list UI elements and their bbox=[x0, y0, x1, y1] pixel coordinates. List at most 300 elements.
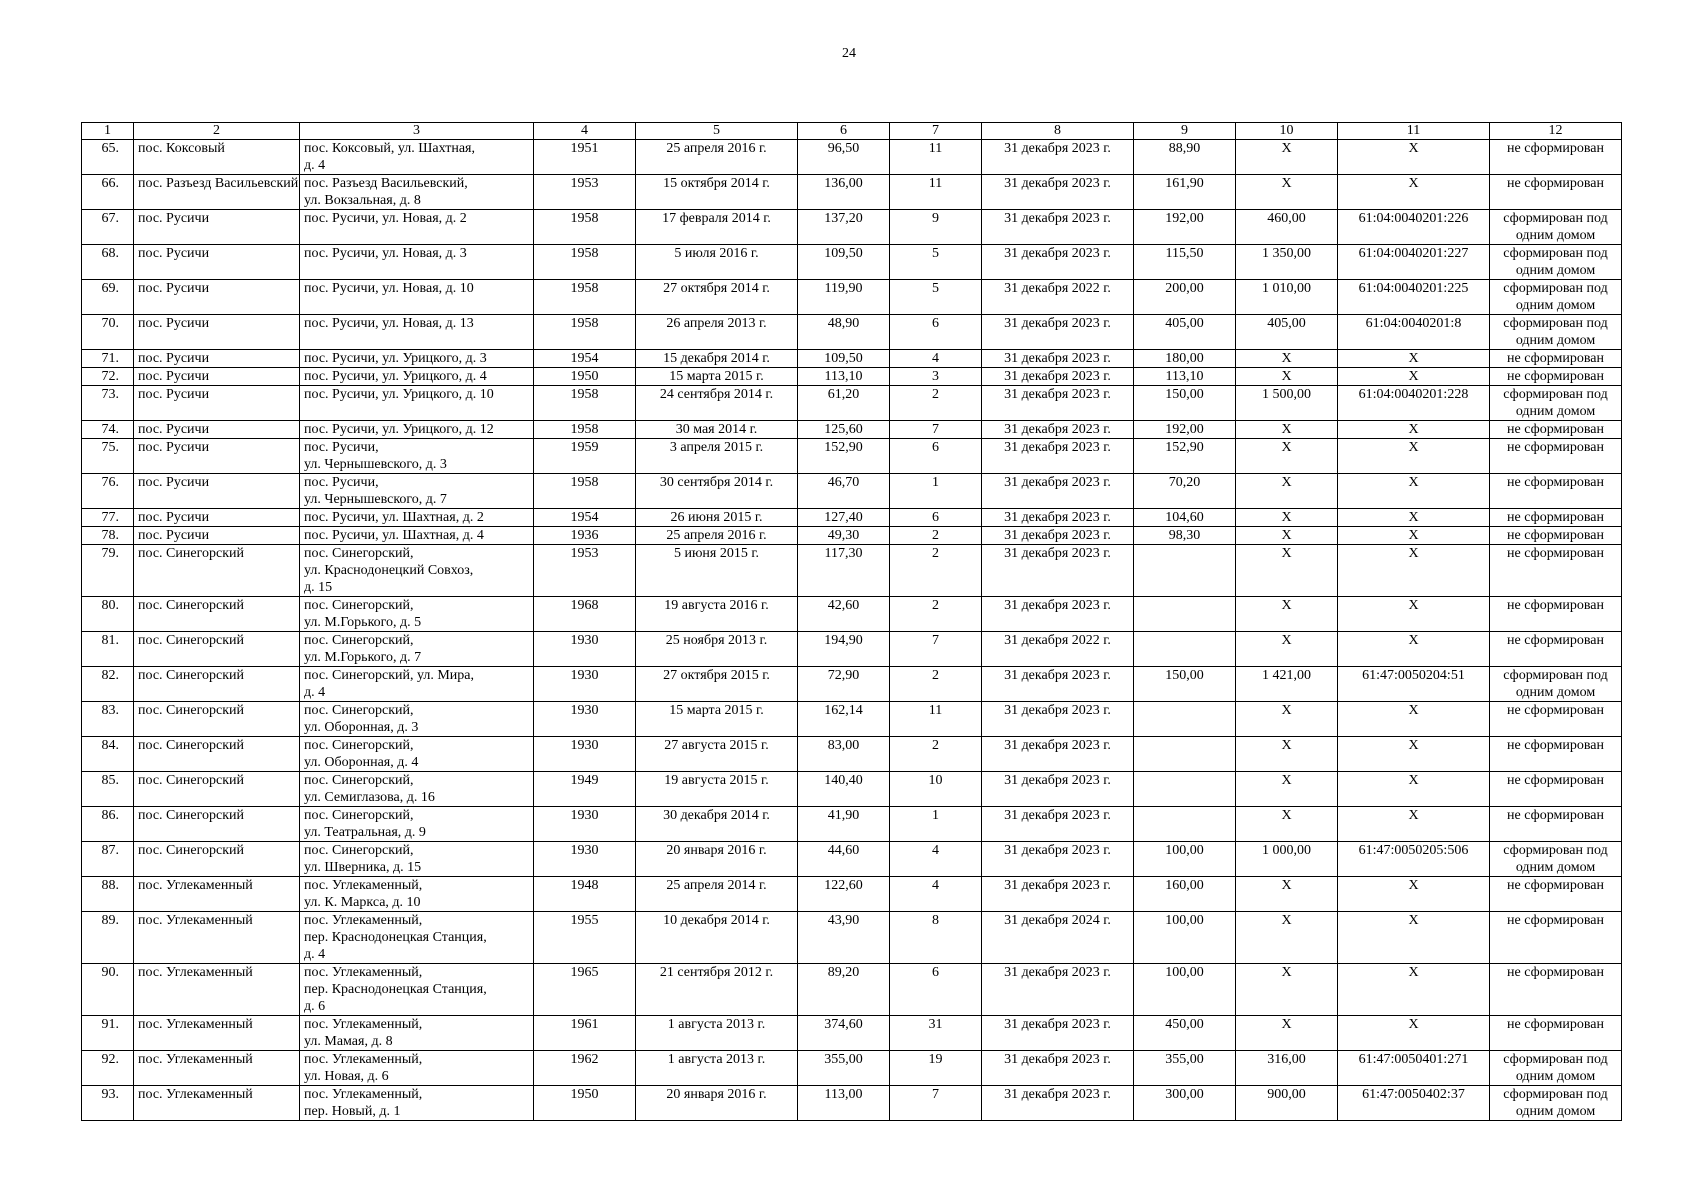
resettlement-deadline: 31 декабря 2023 г. bbox=[982, 527, 1134, 545]
resettlement-deadline: 31 декабря 2023 г. bbox=[982, 877, 1134, 912]
living-area: 194,90 bbox=[798, 632, 890, 667]
residents-count: 1 bbox=[890, 474, 982, 509]
house-address bbox=[300, 439, 534, 474]
resettlement-deadline: 31 декабря 2023 г. bbox=[982, 1086, 1134, 1121]
land-plot-status-line: сформирован под bbox=[1503, 843, 1608, 858]
table-row bbox=[82, 702, 1622, 737]
house-address-line: ул. Чернышевского, д. 7 bbox=[304, 492, 447, 507]
residents-count: 19 bbox=[890, 1051, 982, 1086]
residents-count: 31 bbox=[890, 1016, 982, 1051]
residents-count: 11 bbox=[890, 140, 982, 175]
cadastral-number: X bbox=[1338, 877, 1490, 912]
value-col-9: 100,00 bbox=[1134, 964, 1236, 1016]
land-area: X bbox=[1236, 737, 1338, 772]
year-built: 1930 bbox=[534, 737, 636, 772]
year-built: 1958 bbox=[534, 280, 636, 315]
recognition-date: 25 апреля 2016 г. bbox=[636, 527, 798, 545]
year-built: 1959 bbox=[534, 439, 636, 474]
row-number: 71. bbox=[82, 350, 134, 368]
column-number: 3 bbox=[300, 123, 534, 140]
house-address bbox=[300, 175, 534, 210]
land-area: X bbox=[1236, 140, 1338, 175]
living-area: 162,14 bbox=[798, 702, 890, 737]
recognition-date: 3 апреля 2015 г. bbox=[636, 439, 798, 474]
house-address-line: пос. Русичи, ул. Новая, д. 13 bbox=[304, 316, 474, 331]
land-plot-status-line: не сформирован bbox=[1507, 510, 1604, 525]
cadastral-number: X bbox=[1338, 632, 1490, 667]
column-number: 8 bbox=[982, 123, 1134, 140]
house-address-line: пос. Синегорский, bbox=[304, 598, 414, 613]
living-area: 152,90 bbox=[798, 439, 890, 474]
house-address-line: пос. Русичи, ул. Урицкого, д. 10 bbox=[304, 387, 494, 402]
value-col-9: 160,00 bbox=[1134, 877, 1236, 912]
land-plot-status-line: сформирован под bbox=[1503, 1052, 1608, 1067]
table-row bbox=[82, 439, 1622, 474]
land-plot-status-line: одним домом bbox=[1515, 228, 1596, 243]
house-address-line: ул. К. Маркса, д. 10 bbox=[304, 895, 421, 910]
land-plot-status bbox=[1490, 421, 1622, 439]
residents-count: 2 bbox=[890, 737, 982, 772]
recognition-date: 15 марта 2015 г. bbox=[636, 702, 798, 737]
table-row bbox=[82, 527, 1622, 545]
cadastral-number: 61:04:0040201:226 bbox=[1338, 210, 1490, 245]
settlement-name: пос. Синегорский bbox=[134, 632, 300, 667]
resettlement-deadline: 31 декабря 2023 г. bbox=[982, 545, 1134, 597]
settlement-name: пос. Русичи bbox=[134, 474, 300, 509]
value-col-9: 450,00 bbox=[1134, 1016, 1236, 1051]
resettlement-deadline: 31 декабря 2023 г. bbox=[982, 702, 1134, 737]
house-address-line: ул. Вокзальная, д. 8 bbox=[304, 193, 421, 208]
table-row bbox=[82, 737, 1622, 772]
residents-count: 2 bbox=[890, 545, 982, 597]
land-area: 1 010,00 bbox=[1236, 280, 1338, 315]
house-address-line: пос. Русичи, ул. Новая, д. 2 bbox=[304, 211, 467, 226]
residents-count: 4 bbox=[890, 877, 982, 912]
settlement-name: пос. Русичи bbox=[134, 386, 300, 421]
row-number: 77. bbox=[82, 509, 134, 527]
cadastral-number: X bbox=[1338, 912, 1490, 964]
table-row bbox=[82, 1016, 1622, 1051]
residents-count: 7 bbox=[890, 632, 982, 667]
recognition-date: 25 апреля 2016 г. bbox=[636, 140, 798, 175]
living-area: 137,20 bbox=[798, 210, 890, 245]
row-number: 87. bbox=[82, 842, 134, 877]
recognition-date: 26 апреля 2013 г. bbox=[636, 315, 798, 350]
land-area: X bbox=[1236, 368, 1338, 386]
land-plot-status-line: сформирован под bbox=[1503, 668, 1608, 683]
house-address bbox=[300, 421, 534, 439]
land-plot-status bbox=[1490, 527, 1622, 545]
land-area: X bbox=[1236, 175, 1338, 210]
house-address-line: пос. Углекаменный, bbox=[304, 913, 423, 928]
house-address-line: пос. Синегорский, bbox=[304, 738, 414, 753]
year-built: 1930 bbox=[534, 702, 636, 737]
column-number: 10 bbox=[1236, 123, 1338, 140]
year-built: 1958 bbox=[534, 386, 636, 421]
living-area: 83,00 bbox=[798, 737, 890, 772]
settlement-name: пос. Коксовый bbox=[134, 140, 300, 175]
row-number: 84. bbox=[82, 737, 134, 772]
land-plot-status-line: одним домом bbox=[1515, 1104, 1596, 1119]
house-address-line: пос. Синегорский, bbox=[304, 843, 414, 858]
house-address-line: пос. Углекаменный, bbox=[304, 1087, 423, 1102]
residents-count: 11 bbox=[890, 175, 982, 210]
table-row bbox=[82, 280, 1622, 315]
land-plot-status bbox=[1490, 1016, 1622, 1051]
row-number: 70. bbox=[82, 315, 134, 350]
resettlement-deadline: 31 декабря 2023 г. bbox=[982, 439, 1134, 474]
year-built: 1953 bbox=[534, 175, 636, 210]
year-built: 1936 bbox=[534, 527, 636, 545]
value-col-9: 192,00 bbox=[1134, 210, 1236, 245]
land-area: 1 000,00 bbox=[1236, 842, 1338, 877]
cadastral-number: X bbox=[1338, 964, 1490, 1016]
house-address bbox=[300, 280, 534, 315]
living-area: 46,70 bbox=[798, 474, 890, 509]
house-address-line: д. 6 bbox=[304, 999, 326, 1014]
house-address-line: пос. Разъезд Васильевский, bbox=[304, 176, 468, 191]
cadastral-number: X bbox=[1338, 527, 1490, 545]
row-number: 90. bbox=[82, 964, 134, 1016]
house-address bbox=[300, 474, 534, 509]
living-area: 49,30 bbox=[798, 527, 890, 545]
table-row bbox=[82, 1051, 1622, 1086]
house-address-line: д. 4 bbox=[304, 947, 326, 962]
house-address-line: д. 15 bbox=[304, 580, 333, 595]
house-address-line: ул. Оборонная, д. 3 bbox=[304, 720, 419, 735]
recognition-date: 1 августа 2013 г. bbox=[636, 1016, 798, 1051]
residents-count: 5 bbox=[890, 280, 982, 315]
house-address bbox=[300, 1051, 534, 1086]
table-row bbox=[82, 667, 1622, 702]
cadastral-number: X bbox=[1338, 1016, 1490, 1051]
cadastral-number: 61:47:0050205:506 bbox=[1338, 842, 1490, 877]
page-number: 24 bbox=[842, 46, 856, 61]
land-plot-status bbox=[1490, 350, 1622, 368]
cadastral-number: X bbox=[1338, 140, 1490, 175]
living-area: 136,00 bbox=[798, 175, 890, 210]
house-address bbox=[300, 597, 534, 632]
land-area: X bbox=[1236, 807, 1338, 842]
value-col-9: 115,50 bbox=[1134, 245, 1236, 280]
land-area: X bbox=[1236, 772, 1338, 807]
row-number: 80. bbox=[82, 597, 134, 632]
resettlement-deadline: 31 декабря 2022 г. bbox=[982, 280, 1134, 315]
house-address bbox=[300, 772, 534, 807]
recognition-date: 27 августа 2015 г. bbox=[636, 737, 798, 772]
settlement-name: пос. Русичи bbox=[134, 210, 300, 245]
recognition-date: 15 декабря 2014 г. bbox=[636, 350, 798, 368]
value-col-9: 200,00 bbox=[1134, 280, 1236, 315]
year-built: 1930 bbox=[534, 842, 636, 877]
house-address-line: пос. Углекаменный, bbox=[304, 1052, 423, 1067]
house-address-line: пос. Углекаменный, bbox=[304, 965, 423, 980]
residents-count: 3 bbox=[890, 368, 982, 386]
cadastral-number: 61:47:0050204:51 bbox=[1338, 667, 1490, 702]
land-plot-status bbox=[1490, 1051, 1622, 1086]
land-plot-status bbox=[1490, 368, 1622, 386]
house-address bbox=[300, 737, 534, 772]
resettlement-deadline: 31 декабря 2023 г. bbox=[982, 807, 1134, 842]
land-plot-status bbox=[1490, 1086, 1622, 1121]
row-number: 68. bbox=[82, 245, 134, 280]
settlement-name: пос. Синегорский bbox=[134, 737, 300, 772]
cadastral-number: X bbox=[1338, 702, 1490, 737]
house-address-line: ул. Новая, д. 6 bbox=[304, 1069, 389, 1084]
resettlement-deadline: 31 декабря 2023 г. bbox=[982, 474, 1134, 509]
house-address bbox=[300, 545, 534, 597]
house-address bbox=[300, 912, 534, 964]
value-col-9: 70,20 bbox=[1134, 474, 1236, 509]
house-address bbox=[300, 667, 534, 702]
residents-count: 4 bbox=[890, 350, 982, 368]
house-address-line: пос. Русичи, ул. Новая, д. 3 bbox=[304, 246, 467, 261]
land-plot-status-line: не сформирован bbox=[1507, 422, 1604, 437]
table-row bbox=[82, 509, 1622, 527]
recognition-date: 30 сентября 2014 г. bbox=[636, 474, 798, 509]
recognition-date: 20 января 2016 г. bbox=[636, 842, 798, 877]
row-number: 76. bbox=[82, 474, 134, 509]
cadastral-number: X bbox=[1338, 175, 1490, 210]
house-address bbox=[300, 368, 534, 386]
table-row bbox=[82, 772, 1622, 807]
residents-count: 6 bbox=[890, 315, 982, 350]
land-plot-status-line: сформирован под bbox=[1503, 281, 1608, 296]
residents-count: 7 bbox=[890, 421, 982, 439]
house-address-line: пос. Углекаменный, bbox=[304, 1017, 423, 1032]
house-address-line: пос. Синегорский, bbox=[304, 808, 414, 823]
value-col-9: 355,00 bbox=[1134, 1051, 1236, 1086]
table-row bbox=[82, 175, 1622, 210]
house-address-line: пос. Русичи, bbox=[304, 440, 379, 455]
house-address-line: пос. Синегорский, bbox=[304, 633, 414, 648]
row-number: 81. bbox=[82, 632, 134, 667]
recognition-date: 27 октября 2015 г. bbox=[636, 667, 798, 702]
house-address bbox=[300, 807, 534, 842]
year-built: 1958 bbox=[534, 421, 636, 439]
row-number: 92. bbox=[82, 1051, 134, 1086]
row-number: 67. bbox=[82, 210, 134, 245]
value-col-9: 100,00 bbox=[1134, 842, 1236, 877]
column-number-row bbox=[82, 123, 1622, 140]
land-plot-status-line: не сформирован bbox=[1507, 351, 1604, 366]
value-col-9: 405,00 bbox=[1134, 315, 1236, 350]
residents-count: 2 bbox=[890, 667, 982, 702]
land-plot-status-line: одним домом bbox=[1515, 1069, 1596, 1084]
row-number: 85. bbox=[82, 772, 134, 807]
value-col-9: 113,10 bbox=[1134, 368, 1236, 386]
value-col-9: 161,90 bbox=[1134, 175, 1236, 210]
table-row bbox=[82, 842, 1622, 877]
house-address-line: пос. Русичи, ул. Новая, д. 10 bbox=[304, 281, 474, 296]
cadastral-number: 61:04:0040201:8 bbox=[1338, 315, 1490, 350]
resettlement-deadline: 31 декабря 2023 г. bbox=[982, 509, 1134, 527]
value-col-9 bbox=[1134, 545, 1236, 597]
living-area: 89,20 bbox=[798, 964, 890, 1016]
land-plot-status-line: не сформирован bbox=[1507, 965, 1604, 980]
year-built: 1950 bbox=[534, 368, 636, 386]
land-plot-status-line: одним домом bbox=[1515, 298, 1596, 313]
land-area: X bbox=[1236, 877, 1338, 912]
value-col-9 bbox=[1134, 597, 1236, 632]
value-col-9: 150,00 bbox=[1134, 667, 1236, 702]
land-area: X bbox=[1236, 964, 1338, 1016]
house-address bbox=[300, 1016, 534, 1051]
living-area: 113,00 bbox=[798, 1086, 890, 1121]
land-area: X bbox=[1236, 632, 1338, 667]
land-plot-status bbox=[1490, 509, 1622, 527]
living-area: 43,90 bbox=[798, 912, 890, 964]
house-address-line: пос. Коксовый, ул. Шахтная, bbox=[304, 141, 475, 156]
land-area: X bbox=[1236, 702, 1338, 737]
land-area: 900,00 bbox=[1236, 1086, 1338, 1121]
house-address-line: ул. Мамая, д. 8 bbox=[304, 1034, 393, 1049]
table-row bbox=[82, 350, 1622, 368]
table-row bbox=[82, 368, 1622, 386]
land-plot-status-line: не сформирован bbox=[1507, 773, 1604, 788]
land-area: 460,00 bbox=[1236, 210, 1338, 245]
land-plot-status-line: не сформирован bbox=[1507, 738, 1604, 753]
year-built: 1930 bbox=[534, 807, 636, 842]
residents-count: 7 bbox=[890, 1086, 982, 1121]
resettlement-deadline: 31 декабря 2023 г. bbox=[982, 667, 1134, 702]
residents-count: 11 bbox=[890, 702, 982, 737]
row-number: 86. bbox=[82, 807, 134, 842]
value-col-9: 88,90 bbox=[1134, 140, 1236, 175]
row-number: 91. bbox=[82, 1016, 134, 1051]
land-plot-status-line: не сформирован bbox=[1507, 878, 1604, 893]
land-plot-status bbox=[1490, 315, 1622, 350]
land-plot-status-line: сформирован под bbox=[1503, 316, 1608, 331]
land-area: 316,00 bbox=[1236, 1051, 1338, 1086]
settlement-name: пос. Русичи bbox=[134, 245, 300, 280]
land-plot-status bbox=[1490, 474, 1622, 509]
value-col-9: 180,00 bbox=[1134, 350, 1236, 368]
cadastral-number: X bbox=[1338, 509, 1490, 527]
year-built: 1954 bbox=[534, 509, 636, 527]
table-row bbox=[82, 210, 1622, 245]
house-address-line: пер. Новый, д. 1 bbox=[304, 1104, 401, 1119]
living-area: 127,40 bbox=[798, 509, 890, 527]
house-address-line: пос. Русичи, ул. Урицкого, д. 12 bbox=[304, 422, 494, 437]
house-address bbox=[300, 702, 534, 737]
recognition-date: 21 сентября 2012 г. bbox=[636, 964, 798, 1016]
resettlement-deadline: 31 декабря 2023 г. bbox=[982, 421, 1134, 439]
recognition-date: 25 апреля 2014 г. bbox=[636, 877, 798, 912]
column-number: 9 bbox=[1134, 123, 1236, 140]
recognition-date: 19 августа 2015 г. bbox=[636, 772, 798, 807]
year-built: 1950 bbox=[534, 1086, 636, 1121]
recognition-date: 10 декабря 2014 г. bbox=[636, 912, 798, 964]
house-address-line: пос. Русичи, ул. Шахтная, д. 2 bbox=[304, 510, 484, 525]
cadastral-number: X bbox=[1338, 350, 1490, 368]
land-area: 1 500,00 bbox=[1236, 386, 1338, 421]
year-built: 1954 bbox=[534, 350, 636, 368]
land-plot-status bbox=[1490, 772, 1622, 807]
resettlement-deadline: 31 декабря 2023 г. bbox=[982, 368, 1134, 386]
land-plot-status-line: не сформирован bbox=[1507, 703, 1604, 718]
year-built: 1948 bbox=[534, 877, 636, 912]
row-number: 66. bbox=[82, 175, 134, 210]
living-area: 117,30 bbox=[798, 545, 890, 597]
house-address bbox=[300, 527, 534, 545]
living-area: 125,60 bbox=[798, 421, 890, 439]
land-plot-status-line: сформирован под bbox=[1503, 387, 1608, 402]
living-area: 119,90 bbox=[798, 280, 890, 315]
resettlement-deadline: 31 декабря 2023 г. bbox=[982, 597, 1134, 632]
house-address-line: пос. Русичи, ул. Шахтная, д. 4 bbox=[304, 528, 484, 543]
recognition-date: 19 августа 2016 г. bbox=[636, 597, 798, 632]
house-address bbox=[300, 877, 534, 912]
land-plot-status bbox=[1490, 439, 1622, 474]
residents-count: 2 bbox=[890, 386, 982, 421]
cadastral-number: X bbox=[1338, 545, 1490, 597]
residents-count: 10 bbox=[890, 772, 982, 807]
cadastral-number: X bbox=[1338, 597, 1490, 632]
land-plot-status bbox=[1490, 632, 1622, 667]
resettlement-deadline: 31 декабря 2023 г. bbox=[982, 350, 1134, 368]
land-plot-status-line: сформирован под bbox=[1503, 1087, 1608, 1102]
value-col-9: 152,90 bbox=[1134, 439, 1236, 474]
settlement-name: пос. Русичи bbox=[134, 350, 300, 368]
living-area: 122,60 bbox=[798, 877, 890, 912]
table-row bbox=[82, 964, 1622, 1016]
table-row bbox=[82, 474, 1622, 509]
column-number: 6 bbox=[798, 123, 890, 140]
cadastral-number: X bbox=[1338, 737, 1490, 772]
land-area: X bbox=[1236, 1016, 1338, 1051]
residents-count: 2 bbox=[890, 597, 982, 632]
recognition-date: 24 сентября 2014 г. bbox=[636, 386, 798, 421]
value-col-9: 100,00 bbox=[1134, 912, 1236, 964]
table-row bbox=[82, 545, 1622, 597]
settlement-name: пос. Синегорский bbox=[134, 772, 300, 807]
house-address bbox=[300, 632, 534, 667]
column-number: 5 bbox=[636, 123, 798, 140]
house-address-line: ул. Семиглазова, д. 16 bbox=[304, 790, 435, 805]
year-built: 1968 bbox=[534, 597, 636, 632]
land-plot-status-line: сформирован под bbox=[1503, 211, 1608, 226]
year-built: 1965 bbox=[534, 964, 636, 1016]
recognition-date: 5 июля 2016 г. bbox=[636, 245, 798, 280]
residents-count: 8 bbox=[890, 912, 982, 964]
living-area: 42,60 bbox=[798, 597, 890, 632]
cadastral-number: 61:47:0050401:271 bbox=[1338, 1051, 1490, 1086]
year-built: 1962 bbox=[534, 1051, 636, 1086]
row-number: 93. bbox=[82, 1086, 134, 1121]
resettlement-deadline: 31 декабря 2024 г. bbox=[982, 912, 1134, 964]
value-col-9 bbox=[1134, 632, 1236, 667]
land-area: X bbox=[1236, 509, 1338, 527]
resettlement-deadline: 31 декабря 2023 г. bbox=[982, 315, 1134, 350]
row-number: 69. bbox=[82, 280, 134, 315]
land-area: X bbox=[1236, 350, 1338, 368]
recognition-date: 17 февраля 2014 г. bbox=[636, 210, 798, 245]
land-plot-status-line: одним домом bbox=[1515, 263, 1596, 278]
living-area: 113,10 bbox=[798, 368, 890, 386]
land-plot-status-line: одним домом bbox=[1515, 333, 1596, 348]
house-address-line: пос. Синегорский, bbox=[304, 703, 414, 718]
resettlement-deadline: 31 декабря 2023 г. bbox=[982, 245, 1134, 280]
value-col-9: 192,00 bbox=[1134, 421, 1236, 439]
settlement-name: пос. Углекаменный bbox=[134, 912, 300, 964]
house-address-line: пос. Синегорский, ул. Мира, bbox=[304, 668, 475, 683]
land-plot-status bbox=[1490, 877, 1622, 912]
recognition-date: 15 марта 2015 г. bbox=[636, 368, 798, 386]
cadastral-number: 61:04:0040201:227 bbox=[1338, 245, 1490, 280]
house-address-line: пос. Углекаменный, bbox=[304, 878, 423, 893]
land-plot-status bbox=[1490, 842, 1622, 877]
